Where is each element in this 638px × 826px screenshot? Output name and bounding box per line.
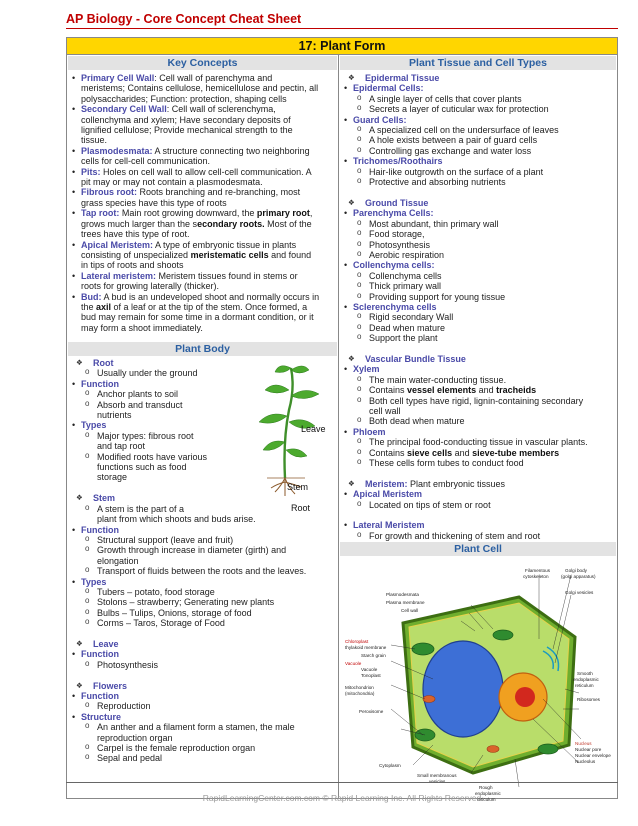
body-text: Sepal and pedal xyxy=(97,753,163,764)
label-mitochondrion: Mitochondrion xyxy=(345,685,374,690)
body-text: grows much larger than the s xyxy=(81,218,198,229)
label-tonoplast: Tonoplast xyxy=(361,673,381,678)
list-item xyxy=(71,577,334,587)
body-text: storage xyxy=(97,472,128,483)
body-text: grass species have this type of roots xyxy=(81,197,227,208)
body-text: Aerobic respiration xyxy=(369,249,445,260)
label-rough-er-2: endoplasmic xyxy=(475,791,501,796)
body-text: Both cell types have rigid, lignin-containing secondary xyxy=(369,395,584,406)
list-item xyxy=(343,354,613,364)
body-text: : Cell wall of sclerenchyma, xyxy=(166,104,276,115)
term-text: Guard Cells: xyxy=(353,114,407,125)
label-plasmodesmata: Plasmodesmata xyxy=(386,592,419,597)
list-item xyxy=(71,535,334,545)
list-item xyxy=(343,427,613,437)
list-item xyxy=(343,520,613,530)
body-text: of a leaf or at the tip of the stem. Once formed, a xyxy=(111,301,308,312)
list-item xyxy=(71,514,334,524)
list-item xyxy=(71,271,334,281)
label-golgi-apparatus: (golgi apparatus) xyxy=(561,574,596,579)
term-text: Stem xyxy=(93,493,116,504)
list-item xyxy=(71,250,334,260)
list-item xyxy=(343,396,613,406)
body-text: Roots branching and re-branching, most xyxy=(137,187,301,198)
body-text: For growth and thickening of stem and root xyxy=(369,530,541,541)
body-text: Usually under the ground xyxy=(97,368,198,379)
body-text: and xyxy=(476,385,497,396)
label-smooth-er-2: endoplasmic xyxy=(573,677,599,682)
body-text: Secrets a layer of cuticular wax for protection xyxy=(369,104,549,115)
label-nucleolus: Nucleolus xyxy=(575,759,596,764)
body-text: Most abundant, thin primary wall xyxy=(369,218,499,229)
label-rough-er-3: reticulum xyxy=(477,797,496,802)
stem-label: Stem xyxy=(287,482,309,492)
body-text: An anther and a filament form a stamen, the male xyxy=(97,722,295,733)
list-item xyxy=(343,83,613,93)
term-text: Parenchyma Cells: xyxy=(353,208,434,219)
list-item xyxy=(71,292,334,302)
term-text: Trichomes/Roothairs xyxy=(353,156,443,167)
body-text: Transport of fluids between the roots and the leaves. xyxy=(97,566,307,577)
label-filamentous: Filamentous xyxy=(525,568,551,573)
spacer-line xyxy=(343,468,613,478)
list-item xyxy=(343,458,613,468)
body-text: Modified roots have various xyxy=(97,451,208,462)
list-item xyxy=(343,135,613,145)
term-text: Plasmodesmata: xyxy=(81,145,153,156)
list-item xyxy=(71,587,334,597)
body-text: Contains xyxy=(369,385,408,396)
root-label: Root xyxy=(291,503,311,513)
body-text: Stolons – strawberry; Generating new plants xyxy=(97,597,275,608)
list-item xyxy=(71,302,334,312)
body-text: The main water-conducting tissue. xyxy=(369,374,507,385)
list-item xyxy=(71,198,334,208)
body-text: Main root growing downward, the xyxy=(119,208,257,219)
list-item xyxy=(343,333,613,343)
list-item xyxy=(71,83,334,93)
body-text: cell wall xyxy=(369,406,401,416)
term-text: Root xyxy=(93,358,114,368)
body-text: Most of the xyxy=(264,218,312,229)
list-item xyxy=(343,73,613,83)
spacer-line xyxy=(343,344,613,354)
body-text: trees have this type of root. xyxy=(81,229,190,240)
body-text: collenchyma and xylem; Have secondary deposits of xyxy=(81,114,291,125)
body-text: reproduction organ xyxy=(97,732,173,743)
body-text: cells for cell-cell communication. xyxy=(81,156,211,167)
plant-tissue-section xyxy=(343,73,613,541)
list-item xyxy=(343,437,613,447)
list-item xyxy=(71,722,334,732)
body-text: A single layer of cells that cover plants xyxy=(369,93,522,104)
label-golgi-body: Golgi body xyxy=(565,568,587,573)
keyword-text: sieve-tube members xyxy=(472,447,560,458)
label-peroxisome: Peroxisome xyxy=(359,709,384,714)
term-text: Structure xyxy=(81,711,122,722)
body-text: consisting of unspecialized xyxy=(81,249,191,260)
list-item xyxy=(343,94,613,104)
term-text: Flowers xyxy=(93,680,128,691)
label-rough-er-1: Rough xyxy=(479,785,493,790)
list-item xyxy=(71,94,334,104)
term-text: Tap root: xyxy=(81,208,120,219)
label-nuclear-envelope: Nuclear envelope xyxy=(575,753,611,758)
list-item xyxy=(343,229,613,239)
list-item xyxy=(71,618,334,628)
vacuole-shape xyxy=(423,641,503,737)
list-item xyxy=(71,753,334,763)
title-rule xyxy=(66,28,618,29)
list-item xyxy=(343,104,613,114)
list-item xyxy=(71,545,334,555)
chapter-title: 17: Plant Form xyxy=(67,38,617,55)
list-item xyxy=(71,733,334,743)
body-text: meristems; Contains cellulose, hemicellulose and pectin, all xyxy=(81,83,319,94)
body-text: A stem is the part of a xyxy=(97,503,185,514)
list-item xyxy=(343,364,613,374)
list-item xyxy=(71,525,334,535)
list-item xyxy=(343,531,613,541)
body-text: Providing support for young tissue xyxy=(369,291,506,302)
list-item xyxy=(343,312,613,322)
list-item xyxy=(343,302,613,312)
list-item xyxy=(343,115,613,125)
body-text: Carpel is the female reproduction organ xyxy=(97,743,256,754)
list-item xyxy=(343,385,613,395)
label-starch-grain: Starch grain xyxy=(361,653,386,658)
body-text: Reproduction xyxy=(97,701,151,712)
spacer-line xyxy=(343,187,613,197)
body-text: Contains xyxy=(369,447,408,458)
body-text: Controlling gas exchange and water loss xyxy=(369,145,532,156)
list-item xyxy=(71,639,334,649)
term-text: Epidermal Tissue xyxy=(365,73,440,83)
plant-cell-heading: Plant Cell xyxy=(340,542,616,556)
list-item xyxy=(71,229,334,239)
label-vesicles: vesicles xyxy=(429,779,446,784)
keyword-text: sieve cells xyxy=(407,447,453,458)
body-text: Anchor plants to soil xyxy=(97,389,179,400)
label-ribosomes: Ribosomes xyxy=(577,697,600,702)
term-text: Function xyxy=(81,649,119,660)
list-item xyxy=(71,115,334,125)
body-text: Structural support (leave and fruit) xyxy=(97,534,234,545)
body-text: polysaccharides; Function: protection, shaping cells xyxy=(81,93,287,104)
keyword-text: axil xyxy=(96,301,112,312)
body-text: Collenchyma cells xyxy=(369,270,442,281)
term-text: Apical Meristem: xyxy=(81,239,154,250)
list-item xyxy=(343,281,613,291)
label-vacuole: Vacuole xyxy=(361,667,378,672)
list-item xyxy=(343,500,613,510)
term-text: Function xyxy=(81,524,119,535)
keyword-text: tracheids xyxy=(496,385,537,396)
list-item xyxy=(343,167,613,177)
keyword-text: vessel elements xyxy=(407,385,477,396)
keyword-text: meristematic cells xyxy=(190,249,269,260)
key-concepts-heading: Key Concepts xyxy=(68,56,337,70)
keyword-text: primary root xyxy=(256,208,310,219)
term-text: Phloem xyxy=(353,426,386,437)
label-vacuole-heading: Vacuole xyxy=(345,661,362,666)
body-text: Rigid secondary Wall xyxy=(369,312,454,323)
list-item xyxy=(343,271,613,281)
body-text: A bud is an undeveloped shoot and normally occurs in xyxy=(101,291,320,302)
term-text: Fibrous root: xyxy=(81,187,137,198)
list-item xyxy=(71,240,334,250)
list-item xyxy=(71,125,334,135)
list-item xyxy=(71,556,334,566)
term-text: Secondary Cell Wall xyxy=(81,104,167,115)
list-item xyxy=(71,281,334,291)
spacer-line xyxy=(71,670,334,680)
footer-rule xyxy=(66,782,618,783)
list-item xyxy=(343,240,613,250)
body-text: , xyxy=(309,208,313,219)
term-text: Lateral Meristem xyxy=(353,520,425,531)
body-text: Food storage, xyxy=(369,229,425,240)
body-text: Tubers – potato, food storage xyxy=(97,586,215,597)
list-item xyxy=(343,208,613,218)
body-text: A type of embryonic tissue in plants xyxy=(153,239,297,250)
body-text: The principal food-conducting tissue in vascular plants. xyxy=(369,437,588,448)
body-text: Thick primary wall xyxy=(369,281,442,292)
list-item xyxy=(343,489,613,499)
body-text: Dead when mature xyxy=(369,322,446,333)
term-text: Types xyxy=(81,420,107,431)
list-item xyxy=(343,406,613,416)
body-text: : Cell wall of parenchyma and xyxy=(154,73,273,83)
term-text: Pits: xyxy=(81,166,101,177)
body-text: plant from which shoots and buds arise. xyxy=(97,514,256,525)
list-item xyxy=(71,73,334,83)
term-text: Function xyxy=(81,378,119,389)
list-item xyxy=(343,198,613,208)
left-column xyxy=(67,55,339,798)
body-text: A structure connecting two neighboring xyxy=(152,145,310,156)
label-nuclear-pore: Nuclear pore xyxy=(575,747,602,752)
list-item xyxy=(71,156,334,166)
spacer-line xyxy=(71,629,334,639)
label-nucleus: Nucleus xyxy=(575,741,592,746)
body-text: Protective and absorbing nutrients xyxy=(369,177,506,188)
list-item xyxy=(71,104,334,114)
body-text: Holes on cell wall to allow cell-cell communication. A xyxy=(100,166,312,177)
body-text: Meristem tissues found in stems or xyxy=(156,270,298,281)
body-text: Photosynthesis xyxy=(97,659,159,670)
list-item xyxy=(343,219,613,229)
list-item xyxy=(71,323,334,333)
term-text: Vascular Bundle Tissue xyxy=(365,353,466,364)
list-item xyxy=(343,146,613,156)
list-item xyxy=(343,156,613,166)
term-text: Bud: xyxy=(81,291,102,302)
list-item xyxy=(71,312,334,322)
body-text: Major types: fibrous root xyxy=(97,430,194,441)
body-text: the xyxy=(81,301,97,312)
key-concepts-section xyxy=(71,73,334,339)
term-text: Primary Cell Wall xyxy=(81,73,155,83)
body-text: in tips of roots and shoots xyxy=(81,260,184,271)
label-thylakoid: thylakoid membrane xyxy=(345,645,387,650)
list-item xyxy=(71,219,334,229)
list-item xyxy=(71,701,334,711)
list-item xyxy=(71,566,334,576)
list-item xyxy=(343,125,613,135)
label-golgi-vesicles: Golgi vesicles xyxy=(565,590,594,595)
body-text: Corms – Taros, Storage of Food xyxy=(97,618,225,629)
body-text: Hair-like outgrowth on the surface of a plant xyxy=(369,166,544,177)
spacer-line xyxy=(343,510,613,520)
list-item xyxy=(71,712,334,722)
body-text: nutrients xyxy=(97,410,132,421)
body-text: Absorb and transduct xyxy=(97,399,183,410)
label-smooth-er-1: Smooth xyxy=(577,671,593,676)
term-text: Leave xyxy=(93,638,119,649)
list-item xyxy=(71,167,334,177)
label-chloroplast: Chloroplast xyxy=(345,639,369,644)
list-item xyxy=(343,177,613,187)
list-item xyxy=(343,416,613,426)
term-text: Lateral meristem: xyxy=(81,270,157,281)
body-text: bud may remain for some time in a dormant condition, or it xyxy=(81,312,314,323)
leave-label: Leave xyxy=(301,424,326,434)
list-item xyxy=(343,479,613,489)
nucleus-shape xyxy=(499,673,547,721)
term-text: Types xyxy=(81,576,107,587)
term-text: Collenchyma cells: xyxy=(353,260,435,271)
body-text: and tap root xyxy=(97,441,146,452)
label-mitochondria: (mitochondria) xyxy=(345,691,375,696)
body-text: roots for growing laterally (thicker). xyxy=(81,281,220,292)
body-text: and found xyxy=(268,249,312,260)
body-text: A specialized cell on the undersurface of leaves xyxy=(369,125,559,136)
body-text: elongation xyxy=(97,555,139,566)
body-text: tissue. xyxy=(81,135,108,146)
plant-tissue-heading: Plant Tissue and Cell Types xyxy=(340,56,616,70)
body-text: Both dead when mature xyxy=(369,416,465,427)
term-text: Apical Meristem xyxy=(353,489,423,500)
label-cytoplasm: Cytoplasm xyxy=(379,763,401,768)
body-text: Growth through increase in diameter (girth) and xyxy=(97,545,287,556)
list-item xyxy=(71,681,334,691)
plant-body-heading: Plant Body xyxy=(68,342,337,356)
label-cell-wall: Cell wall xyxy=(401,608,419,613)
list-item xyxy=(343,250,613,260)
list-item xyxy=(343,292,613,302)
list-item xyxy=(71,146,334,156)
list-item xyxy=(71,208,334,218)
term-text: Meristem: xyxy=(365,478,408,489)
list-item xyxy=(343,323,613,333)
list-item xyxy=(71,135,334,145)
body-text: functions such as food xyxy=(97,462,187,473)
body-text: and xyxy=(452,447,473,458)
label-cytoskeleton: cytoskeleton xyxy=(523,574,549,579)
label-small-membranous: Small membranous xyxy=(417,773,457,778)
list-item xyxy=(71,260,334,270)
body-text: Photosynthesis xyxy=(369,239,431,250)
term-text: Function xyxy=(81,691,119,701)
term-text: Sclerenchyma cells xyxy=(353,301,437,312)
list-item xyxy=(343,260,613,270)
term-text: Epidermal Cells: xyxy=(353,83,424,94)
list-item xyxy=(71,608,334,618)
term-text: Ground Tissue xyxy=(365,197,429,208)
body-text: Support the plant xyxy=(369,333,438,344)
label-plasma-membrane: Plasma membrane xyxy=(386,600,425,605)
list-item xyxy=(71,743,334,753)
list-item xyxy=(71,597,334,607)
list-item xyxy=(71,177,334,187)
list-item xyxy=(343,375,613,385)
keyword-text: econdary roots. xyxy=(197,218,265,229)
body-text: Bulbs – Tulips, Onions, storage of food xyxy=(97,607,252,618)
body-text: lignified cellulose; Provide mechanical strength to the xyxy=(81,125,293,136)
body-text: Located on tips of stem or root xyxy=(369,499,491,510)
right-column xyxy=(339,55,617,802)
term-text: Xylem xyxy=(353,364,380,375)
list-item xyxy=(71,187,334,197)
label-smooth-er-3: reticulum xyxy=(575,683,594,688)
body-text: A hole exists between a pair of guard cells xyxy=(369,135,538,146)
list-item xyxy=(343,448,613,458)
body-text: may form a shoot immediately. xyxy=(81,322,203,333)
list-item xyxy=(71,691,334,701)
cheat-sheet-frame xyxy=(66,37,618,802)
body-text: These cells form tubes to conduct food xyxy=(369,458,524,469)
body-text: Plant embryonic tissues xyxy=(407,478,506,489)
footer-text: RapidLearningCenter.com.com © Rapid Learning Inc. All Rights Reserved xyxy=(202,793,482,803)
list-item xyxy=(71,660,334,670)
list-item xyxy=(71,649,334,659)
body-text: pit may or may not contain a plasmodesmata. xyxy=(81,177,263,188)
document-title: AP Biology - Core Concept Cheat Sheet xyxy=(66,12,302,26)
